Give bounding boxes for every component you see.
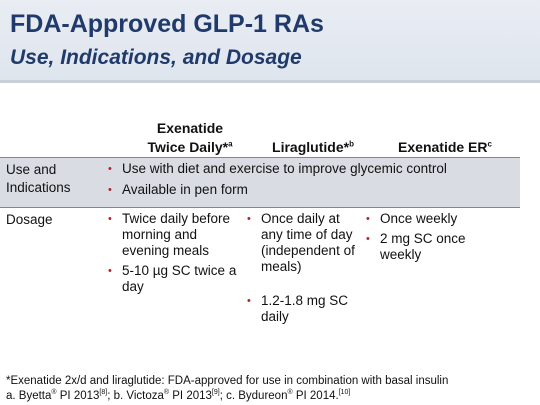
list-item: • Available in pen form: [108, 182, 248, 197]
bullet-icon: •: [366, 213, 370, 225]
bullet-icon: •: [108, 265, 112, 277]
row-label-use-indications: Use and Indications: [6, 162, 71, 195]
bullet-icon: •: [366, 233, 370, 245]
bullet-icon: •: [247, 295, 251, 307]
bullet-icon: •: [108, 213, 112, 225]
list-item: • Twice daily before morning and evening meals: [108, 211, 231, 258]
column-header-liraglutide: Liraglutide*$^b$: [272, 139, 354, 155]
footnote-approval: *Exenatide 2x/d and liraglutide: FDA-approved for use in combination with basal insulin: [6, 375, 449, 387]
slide-header: [0, 0, 540, 80]
column-header-exenatide-er: Exenatide $ER^c$: [398, 139, 492, 155]
column-header-exenatide-twice-daily: Exenatide Twice Daily*$^a$: [147, 120, 233, 155]
list-item: • Use with diet and exercise to improve glycemic control: [108, 161, 447, 176]
list-item: • Once weekly: [366, 211, 458, 226]
slide-subtitle: Use, Indications, and Dosage: [10, 46, 302, 69]
footnote-references: a. Byetta® PI 2013[8]; b. Victoza® PI 2013[9]; c. Bydureon® PI 2014.[10]: [6, 389, 351, 402]
row-label-dosage: Dosage: [6, 212, 53, 227]
bullet-icon: •: [247, 213, 251, 225]
list-item: • Once daily at any time of day (independent of meals): [247, 211, 355, 274]
bullet-icon: •: [108, 184, 112, 196]
bullet-icon: •: [108, 163, 112, 175]
slide-title: FDA-Approved GLP-1 RAs: [10, 10, 324, 38]
header-divider: [0, 80, 540, 83]
list-item: • 1.2-1.8 mg SC daily: [247, 293, 349, 324]
list-item: • 2 mg SC once weekly: [366, 231, 466, 262]
list-item: • 5-10 µg SC twice a day: [108, 263, 237, 294]
table-row-divider: [0, 207, 520, 208]
